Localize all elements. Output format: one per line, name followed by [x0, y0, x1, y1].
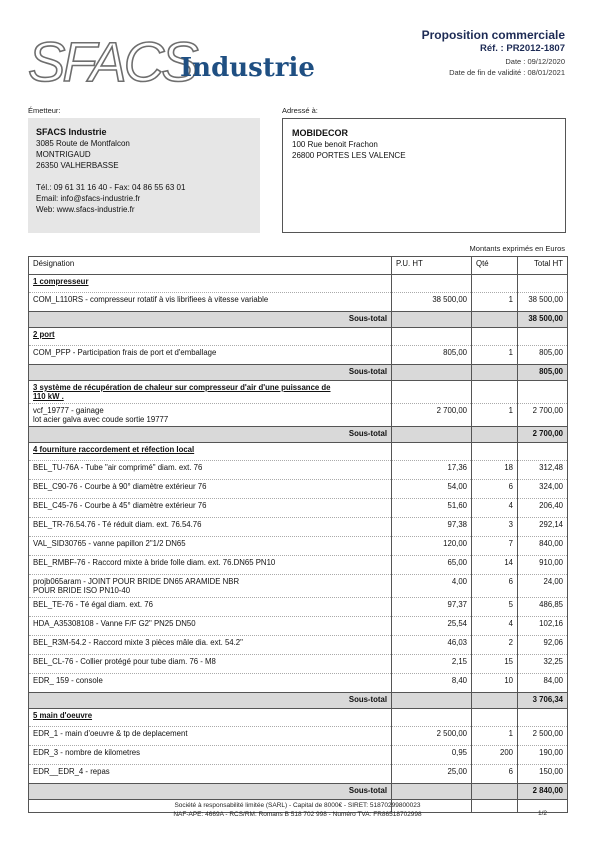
logo-text: SFACS [28, 30, 196, 93]
table-row [29, 636, 568, 655]
item-description: POUR BRIDE ISO PN10-40 [33, 586, 131, 595]
empty-cell [392, 427, 472, 443]
item-total: 292,14 [518, 518, 568, 537]
item-quantity: 6 [472, 765, 518, 784]
item-unit-price: 805,00 [392, 346, 472, 365]
item-unit-price: 8,40 [392, 674, 472, 693]
section-title [29, 275, 392, 293]
item-description: COM_PFP - Participation frais de port et d'emballage [33, 348, 217, 357]
document-date: Date : 09/12/2020 [505, 57, 565, 66]
item-unit-price: 54,00 [392, 480, 472, 499]
col-header-quantity: Qté [472, 257, 518, 275]
table-row [29, 404, 568, 427]
page-number: 1/2 [537, 810, 547, 817]
empty-cell [472, 328, 518, 346]
empty-cell [392, 709, 472, 727]
subtotal-row [29, 693, 568, 709]
item-description: BEL_TE-76 - Té égal diam. ext. 76 [33, 600, 153, 609]
item-total: 486,85 [518, 598, 568, 617]
document-header [422, 28, 565, 77]
item-unit-price: 25,54 [392, 617, 472, 636]
item-total: 840,00 [518, 537, 568, 556]
subtotal-value: 38 500,00 [518, 312, 568, 328]
item-unit-price: 120,00 [392, 537, 472, 556]
empty-cell [392, 443, 472, 461]
item-total: 910,00 [518, 556, 568, 575]
item-total: 84,00 [518, 674, 568, 693]
table-row [29, 727, 568, 746]
item-quantity: 7 [472, 537, 518, 556]
item-designation [29, 598, 392, 617]
subtotal-value: 2 700,00 [518, 427, 568, 443]
item-description: projb065aram - JOINT POUR BRIDE DN65 ARAMIDE NBR [33, 577, 240, 586]
item-description: VAL_SID30765 - vanne papillon 2"1/2 DN65 [33, 539, 186, 548]
subtotal-label: Sous-total [29, 365, 392, 381]
legal-footer [0, 801, 595, 819]
item-designation [29, 499, 392, 518]
table-row [29, 537, 568, 556]
empty-cell [472, 312, 518, 328]
empty-cell [472, 693, 518, 709]
item-designation [29, 727, 392, 746]
item-designation [29, 765, 392, 784]
table-row [29, 293, 568, 312]
recipient-address-line: 26800 PORTES LES VALENCE [292, 151, 406, 160]
section-title-text: 3 système de récupération de chaleur sur compresseur d'air d'une puissance de [33, 383, 331, 392]
subtotal-value: 2 840,00 [518, 784, 568, 800]
item-quantity: 2 [472, 636, 518, 655]
item-total: 206,40 [518, 499, 568, 518]
subtotal-label: Sous-total [29, 312, 392, 328]
empty-cell [392, 381, 472, 404]
section-row [29, 275, 568, 293]
item-unit-price: 97,38 [392, 518, 472, 537]
item-designation [29, 461, 392, 480]
item-description: HDA_A35308108 - Vanne F/F G2" PN25 DN50 [33, 619, 196, 628]
item-description: EDR_3 - nombre de kilometres [33, 748, 141, 757]
item-designation [29, 636, 392, 655]
empty-cell [472, 427, 518, 443]
item-total: 92,06 [518, 636, 568, 655]
item-designation [29, 293, 392, 312]
emitter-box [28, 118, 260, 233]
item-quantity: 10 [472, 674, 518, 693]
table-row [29, 480, 568, 499]
item-description: BEL_TR-76.54.76 - Té réduit diam. ext. 76.54.76 [33, 520, 202, 529]
section-title-text: 2 port [33, 330, 55, 339]
item-quantity: 1 [472, 346, 518, 365]
table-row [29, 674, 568, 693]
empty-cell [472, 381, 518, 404]
emitter-web: Web: www.sfacs-industrie.fr [36, 205, 135, 214]
empty-cell [392, 328, 472, 346]
emitter-address-line: 3085 Route de Montfalcon [36, 139, 130, 148]
section-title [29, 381, 392, 404]
currency-note: Montants exprimés en Euros [469, 244, 565, 253]
table-header-row [29, 257, 568, 275]
item-quantity: 18 [472, 461, 518, 480]
section-row [29, 443, 568, 461]
subtotal-label: Sous-total [29, 784, 392, 800]
subtotal-label: Sous-total [29, 427, 392, 443]
item-designation [29, 617, 392, 636]
item-designation [29, 655, 392, 674]
table-row [29, 575, 568, 598]
section-row [29, 709, 568, 727]
item-total: 150,00 [518, 765, 568, 784]
item-unit-price: 38 500,00 [392, 293, 472, 312]
empty-cell [392, 784, 472, 800]
item-unit-price: 17,36 [392, 461, 472, 480]
table-row [29, 746, 568, 765]
subtotal-row [29, 427, 568, 443]
item-quantity: 200 [472, 746, 518, 765]
recipient-name: MOBIDECOR [292, 128, 348, 138]
empty-cell [392, 312, 472, 328]
empty-cell [518, 381, 568, 404]
col-header-total: Total HT [518, 257, 568, 275]
item-description: EDR__EDR_4 - repas [33, 767, 110, 776]
footer-line: NAF-APE: 4669A - RCS/RM: Romans B 518 702 998 - Numéro TVA: FR86518702998 [173, 811, 422, 818]
emitter-label: Émetteur: [28, 106, 61, 115]
item-description: BEL_C45-76 - Courbe à 45° diamètre extérieur 76 [33, 501, 207, 510]
item-quantity: 5 [472, 598, 518, 617]
company-logo [28, 30, 318, 93]
emitter-name: SFACS Industrie [36, 127, 107, 137]
empty-cell [392, 275, 472, 293]
item-designation [29, 575, 392, 598]
item-designation [29, 346, 392, 365]
item-quantity: 6 [472, 480, 518, 499]
col-header-unit-price: P.U. HT [392, 257, 472, 275]
item-quantity: 14 [472, 556, 518, 575]
subtotal-value: 3 706,34 [518, 693, 568, 709]
item-unit-price: 97,37 [392, 598, 472, 617]
table-row [29, 461, 568, 480]
empty-cell [472, 784, 518, 800]
item-description: BEL_RMBF-76 - Raccord mixte à bride folle diam. ext. 76.DN65 PN10 [33, 558, 276, 567]
logo-subtext: Industrie [180, 53, 315, 83]
item-total: 24,00 [518, 575, 568, 598]
section-title-text: 5 main d'oeuvre [33, 711, 93, 720]
table-row [29, 655, 568, 674]
item-quantity: 1 [472, 404, 518, 427]
table-row [29, 518, 568, 537]
empty-cell [472, 709, 518, 727]
table-row [29, 598, 568, 617]
item-designation [29, 518, 392, 537]
emitter-phone: Tél.: 09 61 31 16 40 - Fax: 04 86 55 63 01 [36, 183, 186, 192]
empty-cell [518, 275, 568, 293]
item-unit-price: 4,00 [392, 575, 472, 598]
emitter-address-line: MONTRIGAUD [36, 150, 91, 159]
empty-cell [392, 365, 472, 381]
empty-cell [518, 443, 568, 461]
section-row [29, 381, 568, 404]
section-title [29, 443, 392, 461]
table-row [29, 556, 568, 575]
section-title-text: 4 fourniture raccordement et réfection local [33, 445, 195, 454]
section-title [29, 328, 392, 346]
footer-line: Société à responsabilité limitée (SARL) - Capital de 8000€ - SIRET: 51870299800023 [174, 802, 421, 809]
item-quantity: 4 [472, 499, 518, 518]
section-title-text: 1 compresseur [33, 277, 89, 286]
document-reference: Réf. : PR2012-1807 [479, 43, 565, 54]
item-quantity: 3 [472, 518, 518, 537]
emitter-address-line: 26350 VALHERBASSE [36, 161, 119, 170]
item-designation [29, 404, 392, 427]
subtotal-label: Sous-total [29, 693, 392, 709]
col-header-designation: Désignation [29, 257, 392, 275]
empty-cell [518, 328, 568, 346]
item-designation [29, 480, 392, 499]
item-description: BEL_TU-76A - Tube "air comprimé" diam. ext. 76 [33, 463, 203, 472]
recipient-box [282, 118, 566, 233]
table-row [29, 765, 568, 784]
section-row [29, 328, 568, 346]
table-row [29, 499, 568, 518]
quote-table [28, 256, 568, 813]
item-quantity: 4 [472, 617, 518, 636]
subtotal-row [29, 312, 568, 328]
item-total: 312,48 [518, 461, 568, 480]
item-unit-price: 25,00 [392, 765, 472, 784]
emitter-email: Email: info@sfacs-industrie.fr [36, 194, 141, 203]
item-description: COM_L110RS - compresseur rotatif à vis librifiees à vitesse variable [33, 295, 269, 304]
item-description: EDR_1 - main d'oeuvre & tp de deplacement [33, 729, 188, 738]
item-unit-price: 51,60 [392, 499, 472, 518]
item-description: vcf_19777 - gainage [33, 406, 104, 415]
section-title [29, 709, 392, 727]
document-title: Proposition commerciale [421, 28, 565, 42]
item-quantity: 6 [472, 575, 518, 598]
item-description: EDR_ 159 - console [33, 676, 103, 685]
subtotal-row [29, 784, 568, 800]
table-row [29, 617, 568, 636]
item-description: BEL_C90-76 - Courbe à 90° diamètre extérieur 76 [33, 482, 207, 491]
empty-cell [472, 443, 518, 461]
item-total: 190,00 [518, 746, 568, 765]
item-designation [29, 674, 392, 693]
item-total: 2 700,00 [518, 404, 568, 427]
item-unit-price: 0,95 [392, 746, 472, 765]
item-quantity: 1 [472, 727, 518, 746]
item-unit-price: 2 700,00 [392, 404, 472, 427]
section-title-text: 110 kW . [33, 392, 64, 401]
empty-cell [518, 709, 568, 727]
item-total: 32,25 [518, 655, 568, 674]
recipient-label: Adressé à: [282, 106, 318, 115]
subtotal-row [29, 365, 568, 381]
item-unit-price: 2,15 [392, 655, 472, 674]
item-unit-price: 65,00 [392, 556, 472, 575]
item-total: 38 500,00 [518, 293, 568, 312]
subtotal-value: 805,00 [518, 365, 568, 381]
item-description: BEL_CL-76 - Collier protégé pour tube diam. 76 - M8 [33, 657, 216, 666]
item-total: 324,00 [518, 480, 568, 499]
item-total: 2 500,00 [518, 727, 568, 746]
item-unit-price: 46,03 [392, 636, 472, 655]
empty-cell [472, 365, 518, 381]
item-designation [29, 537, 392, 556]
item-designation [29, 556, 392, 575]
table-row [29, 346, 568, 365]
item-total: 805,00 [518, 346, 568, 365]
item-designation [29, 746, 392, 765]
item-description: lot acier galva avec coude sortie 19777 [33, 415, 169, 424]
empty-cell [472, 275, 518, 293]
validity-date: Date de fin de validité : 08/01/2021 [449, 68, 565, 77]
item-total: 102,16 [518, 617, 568, 636]
item-unit-price: 2 500,00 [392, 727, 472, 746]
item-quantity: 15 [472, 655, 518, 674]
recipient-address-line: 100 Rue benoit Frachon [292, 140, 378, 149]
item-quantity: 1 [472, 293, 518, 312]
item-description: BEL_R3M-54.2 - Raccord mixte 3 pièces mâle dia. ext. 54.2" [33, 638, 243, 647]
empty-cell [392, 693, 472, 709]
